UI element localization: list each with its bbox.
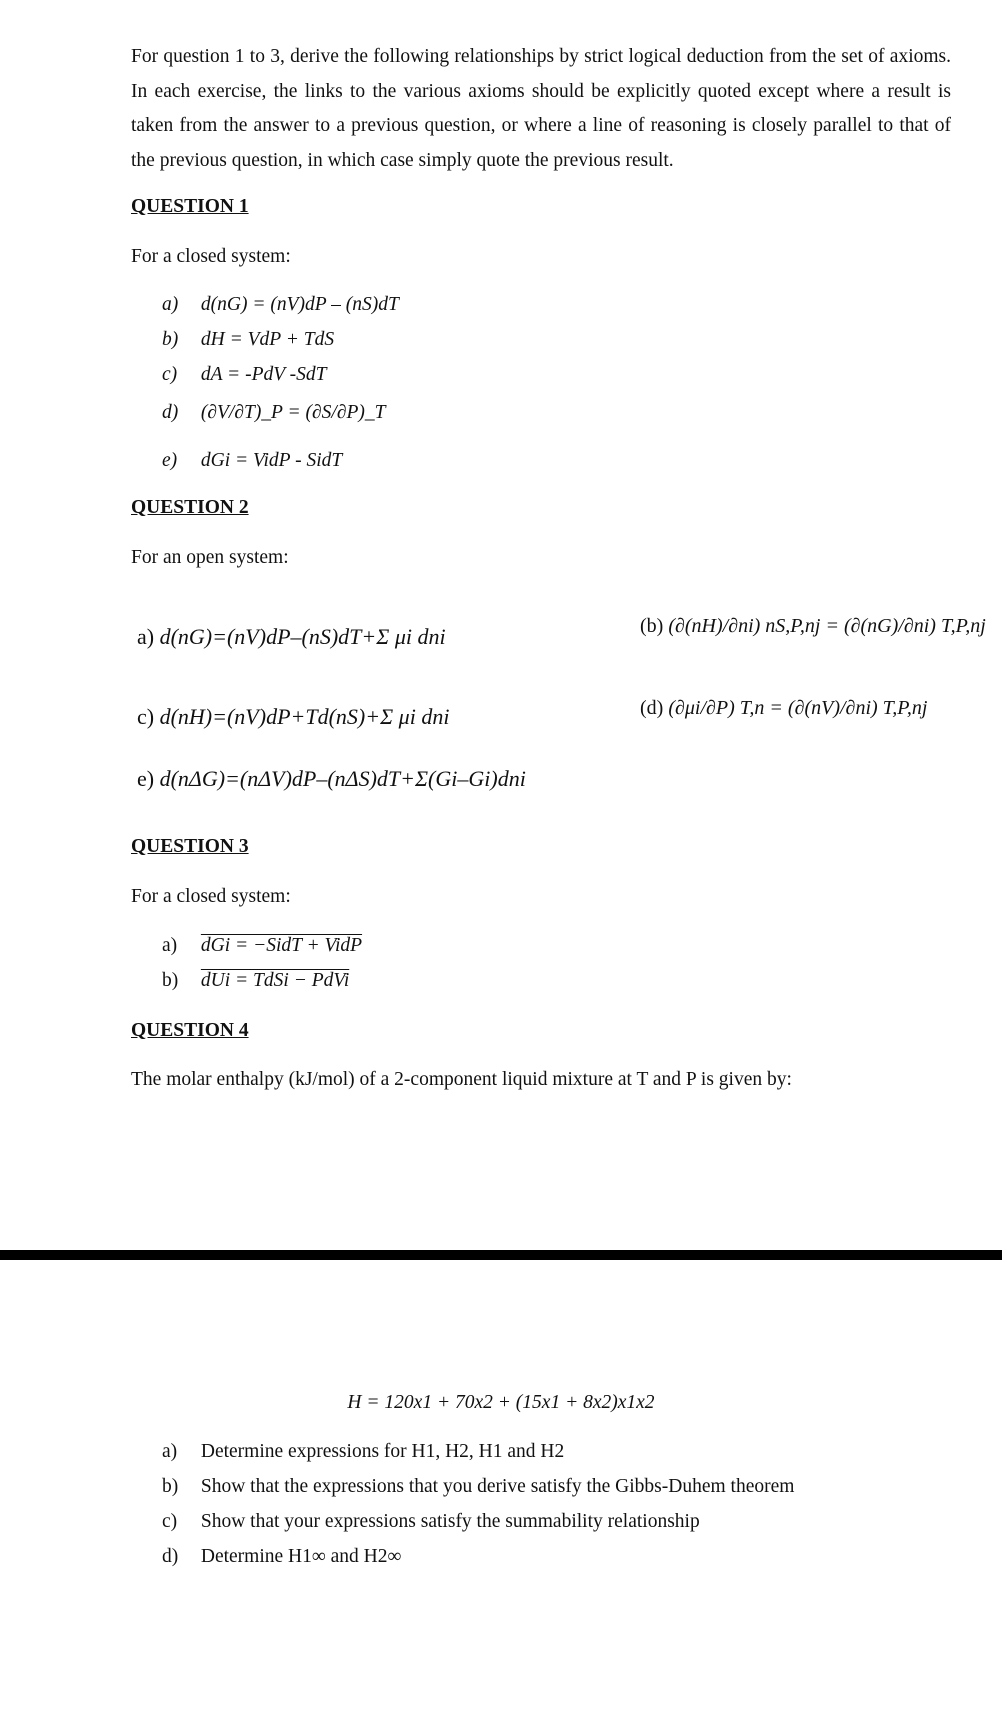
q1-item-c-label: c) xyxy=(162,364,178,385)
q4-item-c xyxy=(162,1511,700,1533)
q4-item-d-label: d) xyxy=(162,1546,179,1567)
q2-item-b-label: (b) xyxy=(640,615,664,637)
q1-item-d xyxy=(162,402,385,424)
q1-item-b-label: b) xyxy=(162,329,179,350)
q4-item-c-text: Show that your expressions satisfy the summability relationship xyxy=(200,1511,700,1532)
q3-item-b xyxy=(162,970,349,992)
q1-item-b xyxy=(162,329,334,351)
q4-item-a-text: Determine expressions for H1, H2, H1 and H2 xyxy=(200,1441,565,1462)
q3-item-b-expr: dUi = TdSi − PdVi xyxy=(200,970,350,991)
q4-item-b xyxy=(162,1476,794,1498)
q1-item-c xyxy=(162,364,327,386)
q2-item-e xyxy=(137,766,526,792)
intro-paragraph: For question 1 to 3, derive the following relationships by strict logical deduction from the set of axioms. In each exercise, the links to the various axioms should be explicitly quoted except where a result is taken from the answer to a previous question, or where a line of reasoning is closely parallel to that of the previous question, in which case simply quote the previous result. xyxy=(131,46,951,171)
q2-item-d xyxy=(640,697,928,720)
page-divider-bar xyxy=(0,1250,1002,1260)
q4-item-b-text: Show that the expressions that you derive satisfy the Gibbs-Duhem theorem xyxy=(200,1476,795,1497)
question-4-prompt: The molar enthalpy (kJ/mol) of a 2-component liquid mixture at T and P is given by: xyxy=(131,1069,792,1090)
q2-item-a-expr: d(nG)=(nV)dP–(nS)dT+Σ μi dni xyxy=(159,624,446,649)
q3-item-a-label: a) xyxy=(162,935,178,956)
q4-item-b-label: b) xyxy=(162,1476,179,1497)
q4-item-c-label: c) xyxy=(162,1511,178,1532)
q3-item-a-expr: dGi = −SidT + VidP xyxy=(200,935,363,956)
question-1-prompt: For a closed system: xyxy=(131,246,291,267)
q1-item-b-expr: dH = VdP + TdS xyxy=(200,329,335,350)
q2-item-a xyxy=(137,624,446,650)
question-2-heading: QUESTION 2 xyxy=(131,497,249,518)
q1-item-d-label: d) xyxy=(162,402,179,423)
question-4-heading: QUESTION 4 xyxy=(131,1020,249,1041)
q2-item-e-expr: d(nΔG)=(nΔV)dP–(nΔS)dT+Σ(Gi–Gi)dni xyxy=(159,766,526,791)
q2-item-d-label: (d) xyxy=(640,697,664,719)
q1-item-e-label: e) xyxy=(162,450,178,471)
q2-item-c xyxy=(137,704,449,730)
question-3-heading: QUESTION 3 xyxy=(131,836,249,857)
q4-item-a-label: a) xyxy=(162,1441,178,1462)
q1-item-d-expr: (∂V/∂T)_P = (∂S/∂P)_T xyxy=(200,402,386,423)
q4-item-d-text: Determine H1∞ and H2∞ xyxy=(200,1546,402,1567)
q1-item-a xyxy=(162,294,399,316)
q1-item-a-label: a) xyxy=(162,294,179,315)
q4-equation: H = 120x1 + 70x2 + (15x1 + 8x2)x1x2 xyxy=(347,1392,655,1413)
q2-item-a-label: a) xyxy=(137,624,155,649)
q3-item-b-label: b) xyxy=(162,970,179,991)
q2-item-e-label: e) xyxy=(137,766,155,791)
q4-item-a xyxy=(162,1441,564,1463)
q3-item-a xyxy=(162,935,362,957)
q2-item-c-label: c) xyxy=(137,704,155,729)
q4-item-d xyxy=(162,1546,401,1568)
q1-item-e-expr: dGi = VidP - SidT xyxy=(200,450,343,471)
question-3-prompt: For a closed system: xyxy=(131,886,291,907)
q2-item-d-expr: (∂μi/∂P) T,n = (∂(nV)/∂ni) T,P,nj xyxy=(668,697,928,719)
q2-item-c-expr: d(nH)=(nV)dP+Td(nS)+Σ μi dni xyxy=(159,704,450,729)
q1-item-e xyxy=(162,450,342,472)
q1-item-c-expr: dA = -PdV -SdT xyxy=(200,364,327,385)
question-1-heading: QUESTION 1 xyxy=(131,196,249,217)
q2-item-b xyxy=(640,615,986,638)
question-2-prompt: For an open system: xyxy=(131,547,289,568)
q1-item-a-expr: d(nG) = (nV)dP – (nS)dT xyxy=(200,294,399,315)
q2-item-b-expr: (∂(nH)/∂ni) nS,P,nj = (∂(nG)/∂ni) T,P,nj xyxy=(668,615,986,637)
